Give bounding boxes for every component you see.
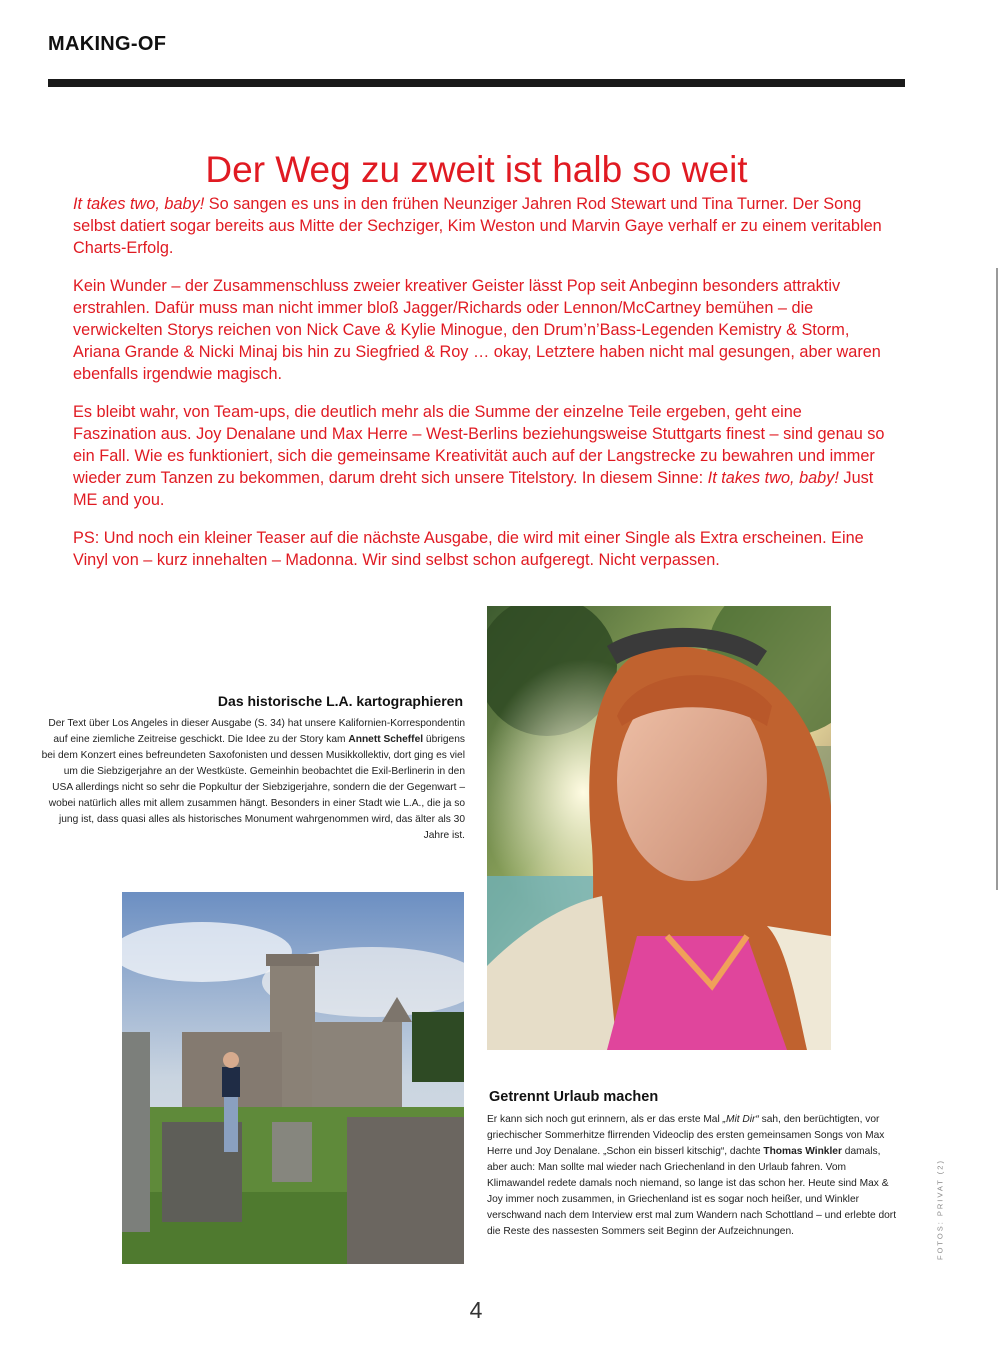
intro-paragraph-3-end: Just ME and you. [73,469,874,509]
top-rule [48,79,905,87]
photo-credit: FOTOS: PRIVAT (2) [935,1159,945,1260]
intro-paragraph-4: PS: Und noch ein kleiner Teaser auf die nächste Ausgabe, die wird mit einer Single als Extra erscheinen. Eine Vinyl von – kurz innehalten – Madonna. Wir sind selbst schon aufgeregt. Nicht verpassen. [73,529,864,569]
intro-paragraph-3 [73,401,885,511]
page-edge-line [996,268,998,890]
vacation-story-author: Thomas Winkler [763,1146,842,1157]
la-story-text-end: übrigens bei dem Konzert eines befreundeten Saxofonisten und dessen Musikkollektiv, dort ging es viel um die Siebzigerjahre an der Westküste. Gemeinhin beobachtet die Exil-Berlinerin in den USA allerdings nicht so sehr die Popkultur der Siebzigerjahre, sondern die der Gegenwart – wobei natürlich alles mit allem zusammen hängt. Besonders in einer Stadt wie L.A., die ja so jung ist, dass quasi alles als historisches Monument wahrgenommen wird, das älter als 30 Jahre ist. [41,734,465,841]
vacation-story-text [487,1112,902,1240]
la-story-text [40,716,465,844]
vacation-story-song-title: „Mit Dir“ [722,1114,759,1125]
vacation-story-text-end: damals, aber auch: Man sollte mal wieder nach Griechenland in den Urlaub fahren. Vom Klimawandel redete damals noch niemand, so lange ist das schon her. Heute sind Max & Joy immer noch zusammen, in Griechenland ist es sogar noch heißer, und Winkler verschwand nach dem Interview erst mal zum Wandern nach Schottland – und erlebte dort die Reste des nassesten Sommers seit Beginn der Aufzeichnungen. [487,1146,897,1237]
intro-paragraph-2: Kein Wunder – der Zusammenschluss zweier kreativer Geister lässt Pop seit Anbeginn besonders attraktiv erstrahlen. Dafür muss man nicht immer bloß Jagger/Richards oder Lennon/McCartney bemühen – die verwickelten Storys reichen von Nick Cave & Kylie Minogue, den Drum’n’Bass-Legenden Kemistry & Storm, Ariana Grande & Nicki Minaj bis hin zu Siegfried & Roy … okay, Letztere haben nicht mal gesungen, aber waren ebenfalls irgendwie magisch. [73,277,881,383]
page-number: 4 [469,1297,483,1323]
headline: Der Weg zu zweit ist halb so weit [205,148,748,190]
intro-paragraph-1-text: So sangen es uns in den frühen Neunziger Jahren Rod Stewart und Tina Turner. Der Song selbst datiert sogar bereits aus Mitte der Sechziger, Kim Weston und Marvin Gaye verhalf er zu einem veritablen Charts-Erfolg. [73,195,882,257]
intro-emphasis-2: It takes two, baby! [707,469,839,487]
la-story-text-start: Der Text über Los Angeles in dieser Ausgabe (S. 34) hat unsere Kalifornien-Korrespondentin auf eine ziemliche Zeitreise geschickt. Die Idee zu der Story kam [48,718,465,745]
vacation-story-text-middle: sah, den berüchtigten, vor griechischer Sommerhitze flirrenden Videoclip des ersten gemeinsamen Songs von Max Herre und Joy Denalane. „Schon ein bisserl kitschig“, dachte [487,1114,885,1157]
la-story-heading: Das historische L.A. kartographieren [217,693,463,709]
intro-paragraph-1 [73,193,885,259]
intro-paragraph-3-text: Es bleibt wahr, von Team-ups, die deutlich mehr als die Summe der einzelne Teile ergeben, geht eine Faszination aus. Joy Denalane und Max Herre – West-Berlins beziehungsweise Stuttgarts finest – sind genau so ein Fall. Wie es funktioniert, sich die gemeinsame Kreativität auch auf der Langstrecke zu bewahren und immer wieder zum Tanzen zu bekommen, darum dreht sich unsere Titelstory. In diesem Sinne: [73,403,885,487]
cemetery-photo [122,892,464,1264]
vacation-story-text-start: Er kann sich noch gut erinnern, als er das erste Mal [487,1114,723,1125]
intro-text [73,193,885,587]
section-label: MAKING-OF [48,33,167,55]
portrait-photo [487,606,831,1050]
la-story-author: Annett Scheffel [348,734,424,745]
intro-emphasis: It takes two, baby! [73,195,205,213]
vacation-story-heading: Getrennt Urlaub machen [489,1089,659,1105]
